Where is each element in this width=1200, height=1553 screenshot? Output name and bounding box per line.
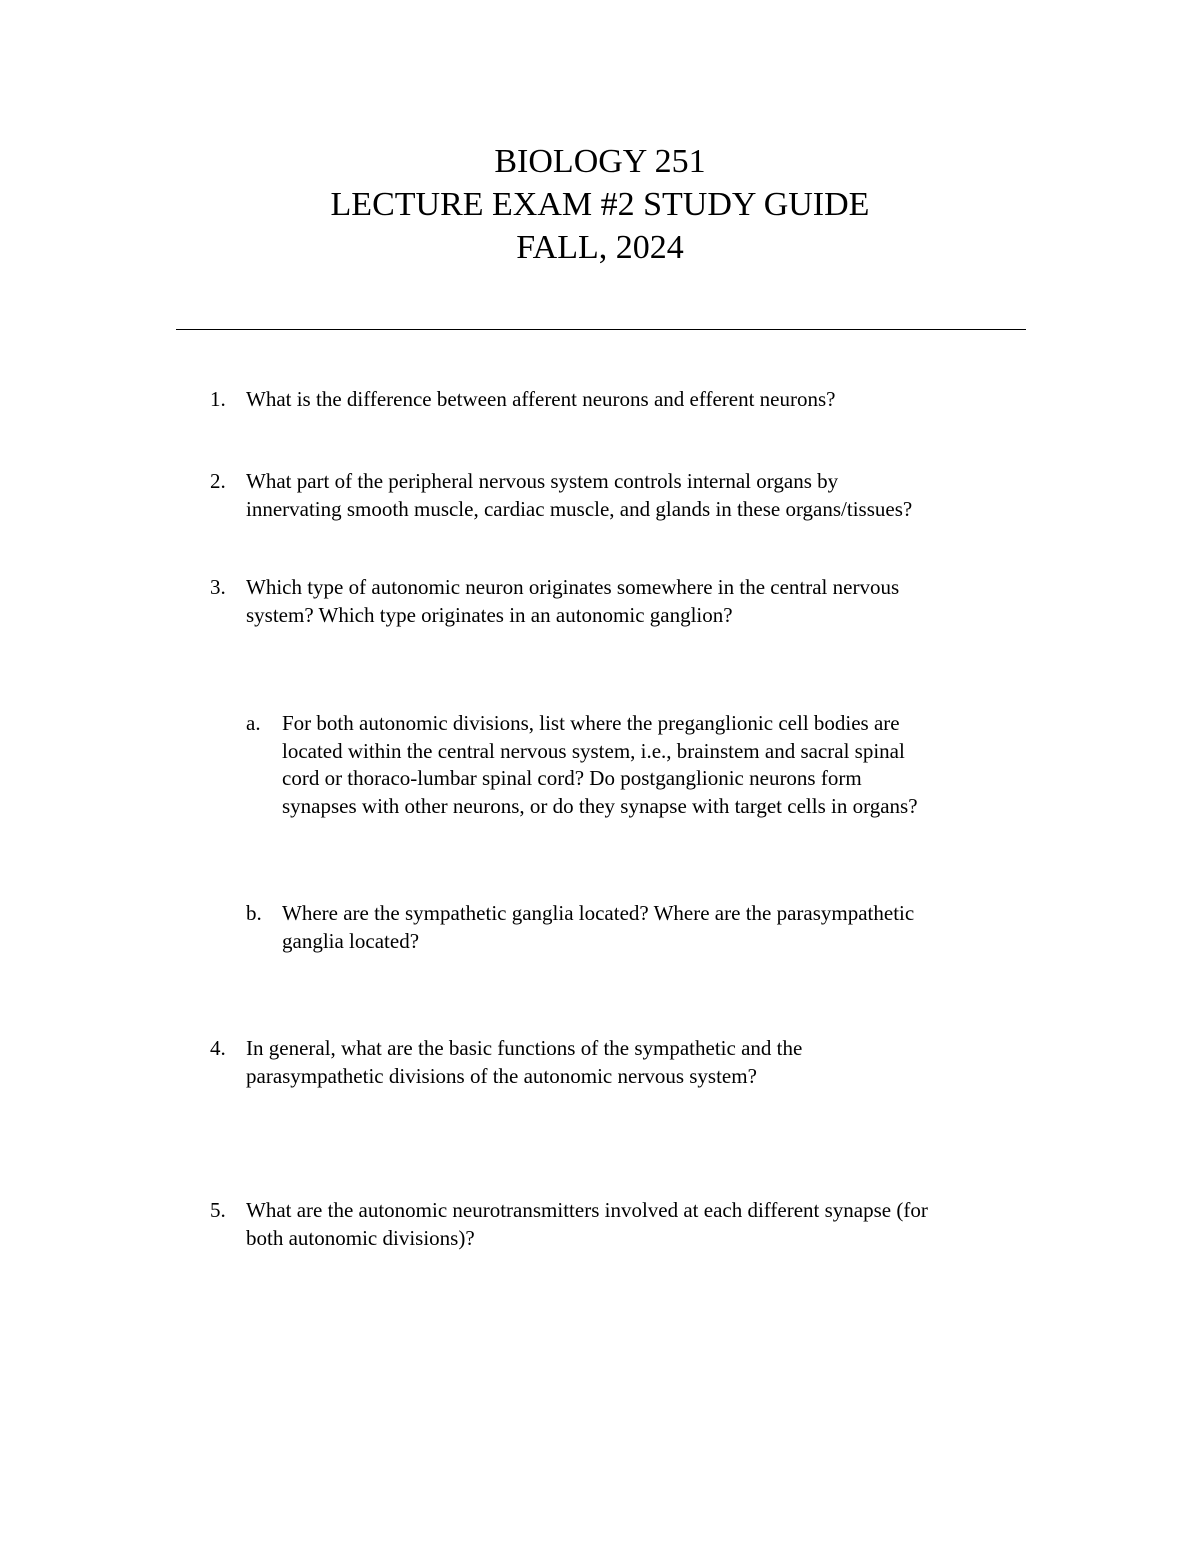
question-text: What is the difference between afferent neurons and efferent neurons?: [246, 387, 836, 411]
question-number: 5.: [210, 1198, 226, 1222]
document-title: [0, 140, 1200, 269]
question-text: What part of the peripheral nervous system controls internal organs by innervating smooth muscle, cardiac muscle, and glands in these organs/tissues?: [246, 469, 913, 521]
question-text: What are the autonomic neurotransmitters involved at each different synapse (for both autonomic divisions)?: [246, 1198, 928, 1250]
sub-question-letter: b.: [246, 901, 262, 925]
question-3b: [246, 900, 1026, 955]
sub-question-text: For both autonomic divisions, list where the preganglionic cell bodies are located within the central nervous system, i.e., brainstem and sacral spinal cord or thoraco-lumbar spinal cord? Do postganglionic neurons form synapses with other neurons, or do they synapse with target cells in organs?: [282, 711, 918, 818]
question-4: [210, 1035, 1030, 1090]
question-1: [210, 386, 1030, 414]
question-5: [210, 1197, 1030, 1252]
exam-title: LECTURE EXAM #2 STUDY GUIDE: [330, 186, 870, 223]
question-number: 2.: [210, 469, 226, 493]
question-2: [210, 468, 1030, 523]
sub-question-text: Where are the sympathetic ganglia located? Where are the parasympathetic ganglia located?: [282, 901, 915, 953]
question-number: 3.: [210, 575, 226, 599]
question-text: Which type of autonomic neuron originates somewhere in the central nervous system? Which type originates in an autonomic ganglion?: [246, 575, 900, 627]
question-text: In general, what are the basic functions of the sympathetic and the parasympathetic divisions of the autonomic nervous system?: [246, 1036, 803, 1088]
question-number: 1.: [210, 387, 226, 411]
horizontal-divider: [176, 329, 1026, 330]
sub-question-letter: a.: [246, 711, 261, 735]
question-3a: [246, 710, 1026, 820]
question-3: [210, 574, 1030, 629]
question-number: 4.: [210, 1036, 226, 1060]
course-title: BIOLOGY 251: [494, 143, 706, 180]
term-title: FALL, 2024: [516, 229, 684, 266]
